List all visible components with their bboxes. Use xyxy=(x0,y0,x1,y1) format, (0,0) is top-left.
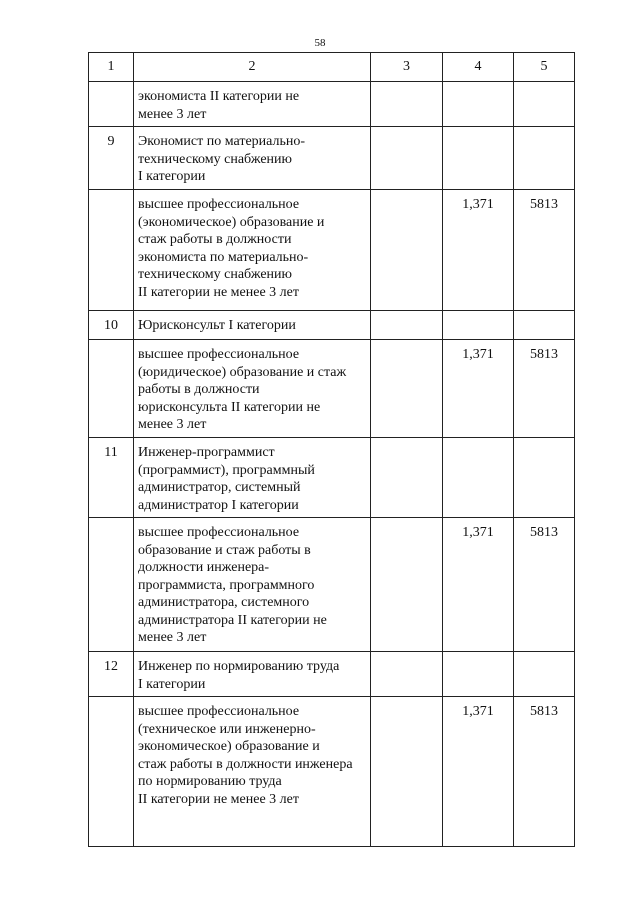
row-col3 xyxy=(371,652,443,697)
row-col3 xyxy=(371,190,443,311)
row-coefficient xyxy=(443,652,514,697)
row-coefficient: 1,371 xyxy=(443,697,514,847)
row-col3 xyxy=(371,82,443,127)
row-description: Экономист по материально- техническому снабжению I категории xyxy=(134,127,371,190)
row-salary: 5813 xyxy=(514,190,575,311)
page-number: 58 xyxy=(314,37,326,49)
row-description: высшее профессиональное образование и стаж работы в должности инженера- программиста, программного администратора, системного администратора II категории не менее 3 лет xyxy=(134,518,371,652)
row-description: экономиста II категории не менее 3 лет xyxy=(134,82,371,127)
table-row xyxy=(89,652,575,697)
row-coefficient xyxy=(443,311,514,340)
row-number xyxy=(89,697,134,847)
row-coefficient: 1,371 xyxy=(443,518,514,652)
row-col3 xyxy=(371,518,443,652)
row-number: 9 xyxy=(89,127,134,190)
row-description: высшее профессиональное (экономическое) образование и стаж работы в должности экономиста по материально- техническому снабжению II категории не менее 3 лет xyxy=(134,190,371,311)
table-row xyxy=(89,340,575,438)
row-number: 11 xyxy=(89,438,134,518)
row-coefficient: 1,371 xyxy=(443,190,514,311)
row-coefficient xyxy=(443,127,514,190)
table-row xyxy=(89,127,575,190)
column-header-1: 1 xyxy=(89,53,134,82)
column-header-3: 3 xyxy=(371,53,443,82)
row-salary xyxy=(514,82,575,127)
row-col3 xyxy=(371,697,443,847)
row-col3 xyxy=(371,311,443,340)
row-coefficient xyxy=(443,438,514,518)
row-salary xyxy=(514,311,575,340)
row-number: 10 xyxy=(89,311,134,340)
table-row xyxy=(89,518,575,652)
row-description: высшее профессиональное (юридическое) образование и стаж работы в должности юрисконсульта II категории не менее 3 лет xyxy=(134,340,371,438)
table-row xyxy=(89,438,575,518)
row-number xyxy=(89,340,134,438)
table-row xyxy=(89,311,575,340)
row-salary xyxy=(514,652,575,697)
row-col3 xyxy=(371,438,443,518)
row-number xyxy=(89,518,134,652)
row-coefficient: 1,371 xyxy=(443,340,514,438)
row-description: Юрисконсульт I категории xyxy=(134,311,371,340)
row-salary: 5813 xyxy=(514,697,575,847)
column-header-4: 4 xyxy=(443,53,514,82)
row-col3 xyxy=(371,340,443,438)
row-salary xyxy=(514,127,575,190)
row-coefficient xyxy=(443,82,514,127)
table-row xyxy=(89,697,575,847)
row-number xyxy=(89,82,134,127)
row-salary xyxy=(514,438,575,518)
row-number: 12 xyxy=(89,652,134,697)
table-row xyxy=(89,82,575,127)
column-header-5: 5 xyxy=(514,53,575,82)
row-description: Инженер-программист (программист), программный администратор, системный администратор I категории xyxy=(134,438,371,518)
row-description: высшее профессиональное (техническое или инженерно- экономическое) образование и стаж работы в должности инженера по нормированию труда II категории не менее 3 лет xyxy=(134,697,371,847)
row-salary: 5813 xyxy=(514,518,575,652)
salary-table xyxy=(88,52,575,847)
row-number xyxy=(89,190,134,311)
row-salary: 5813 xyxy=(514,340,575,438)
column-header-2: 2 xyxy=(134,53,371,82)
row-col3 xyxy=(371,127,443,190)
row-description: Инженер по нормированию труда I категории xyxy=(134,652,371,697)
table-row xyxy=(89,190,575,311)
table-header-row xyxy=(89,53,575,82)
